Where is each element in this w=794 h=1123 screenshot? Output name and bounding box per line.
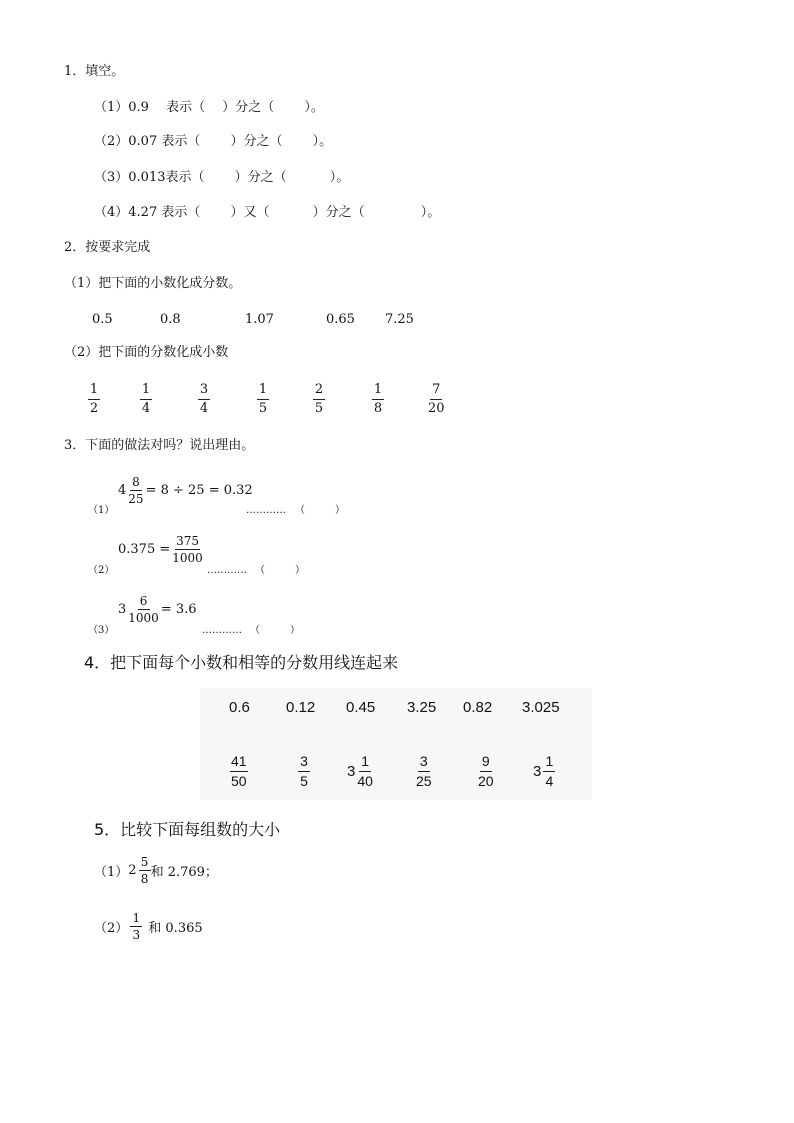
fraction: $\frac{6}{1000}$ [128,594,159,625]
comparison-text: 和 0.365 [148,921,203,936]
whole-number: 3 [118,602,127,617]
q4-fraction[interactable]: $\frac{41}{50}$ [231,753,247,789]
q3-item-1-label: （1） [88,505,115,516]
q2-decimal: 1.07 [245,312,274,327]
q4-decimal[interactable]: 0.6 [229,699,250,716]
q3-item-2-dots: ………… [207,565,247,576]
q4-decimal[interactable]: 0.82 [463,699,493,716]
q4-decimal[interactable]: 3.025 [522,699,560,716]
q3-item-2-label: （2） [88,565,115,576]
q2-decimal: 7.25 [385,312,414,327]
q2-sub2: （2）把下面的分数化成小数 [64,345,229,360]
q3-item-3-dots: ………… [202,625,242,636]
q4-fraction[interactable]: $\frac{9}{20}$ [478,753,494,789]
q3-title: 3．下面的做法对吗？说出理由。 [64,438,255,453]
q1-item-2: （2）0.07 表示（ ）分之（ ）。 [94,134,333,149]
q3-item-2-equation [118,535,205,564]
q2-fraction: $\frac{1}{8}$ [373,382,383,416]
q3-item-1-dots: ………… [246,505,286,516]
q3-item-1-equation [118,476,253,505]
q4-fraction[interactable]: 3 $\frac{1}{40}$ [347,753,373,789]
q2-decimal: 0.5 [92,312,113,327]
q2-fraction: $\frac{2}{5}$ [314,382,324,416]
item-label: （2） [94,921,129,936]
q2-fraction: $\frac{1}{2}$ [89,382,99,416]
q4-decimal[interactable]: 3.25 [407,699,437,716]
equation-rest: = 8 ÷ 25 = 0.32 [145,483,253,498]
q1-item-3: （3）0.013表示（ ）分之（ ）。 [94,170,350,185]
q2-decimal: 0.65 [326,312,355,327]
comparison-text: 和 2.769； [150,865,218,880]
fraction: $\frac{1}{3}$ [130,912,142,941]
q2-fraction: $\frac{1}{5}$ [258,382,268,416]
q1-item-1: （1）0.9 表示（ ）分之（ ）。 [94,100,324,115]
q4-fraction[interactable]: 3 $\frac{1}{4}$ [533,754,555,789]
q3-item-3-answer-paren[interactable]: （ ） [250,625,300,636]
q4-fraction[interactable]: $\frac{3}{25}$ [416,753,432,789]
q4-decimal[interactable]: 0.12 [286,699,316,716]
equation-rest: = 3.6 [160,602,197,617]
q2-fraction: $\frac{7}{20}$ [428,382,445,416]
q2-decimal: 0.8 [160,312,181,327]
fraction: $\frac{8}{25}$ [128,475,144,506]
q2-fraction: $\frac{1}{4}$ [141,382,151,416]
fraction: $\frac{5}{8}$ [139,856,151,885]
q3-item-1-answer-paren[interactable]: （ ） [295,505,345,516]
q4-fraction[interactable]: $\frac{3}{5}$ [296,754,310,789]
q3-item-3-label: （3） [88,625,115,636]
item-label: （1） [94,865,129,880]
q1-item-4: （4）4.27 表示（ ）又（ ）分之（ ）。 [94,205,441,220]
whole-number: 4 [118,483,127,498]
equation-lead: 0.375 = [118,542,171,557]
q3-item-3-equation [118,595,197,624]
q2-sub1: （1）把下面的小数化成分数。 [64,276,242,291]
fraction: $\frac{375}{1000}$ [172,534,203,565]
q2-fraction: $\frac{3}{4}$ [199,382,209,416]
q5-title: 5．比较下面每组数的大小 [94,820,281,839]
q1-title: 1．填空。 [64,64,125,79]
q3-item-2-answer-paren[interactable]: （ ） [255,565,305,576]
q4-title: 4．把下面每个小数和相等的分数用线连起来 [84,653,399,672]
q5-item-1 [94,856,218,885]
q4-decimal[interactable]: 0.45 [346,699,376,716]
q2-title: 2．按要求完成 [64,240,151,255]
whole-number: 2 [128,863,137,878]
q5-item-2 [94,912,203,941]
